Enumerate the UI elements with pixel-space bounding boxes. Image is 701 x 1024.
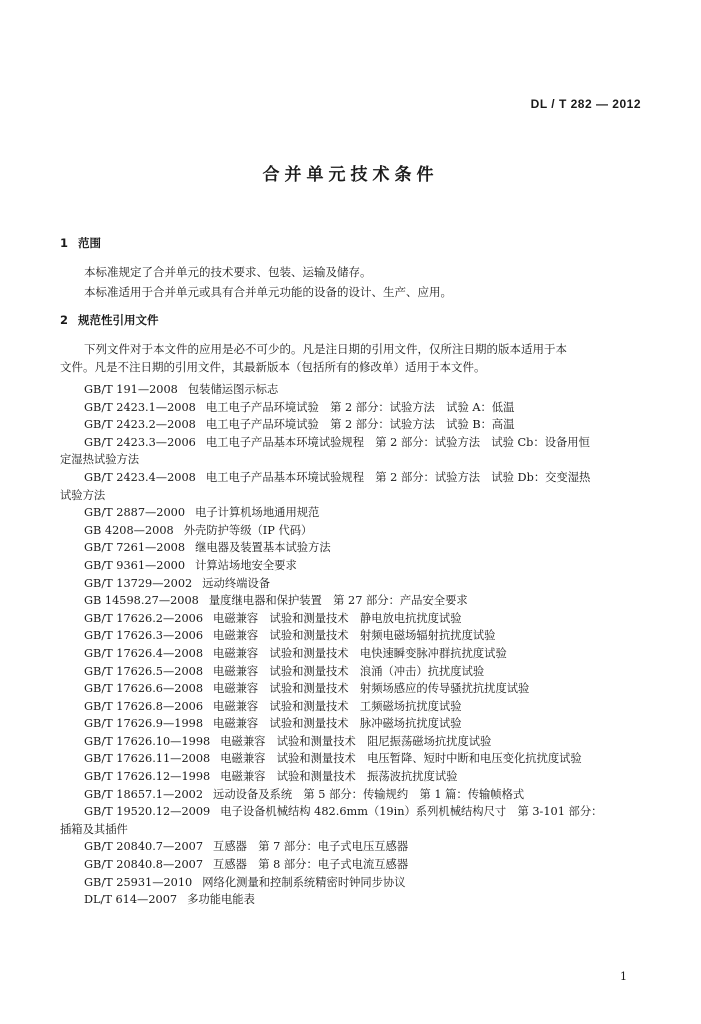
- reference-item: [84, 416, 644, 434]
- reference-code: GB/T 17626.9—1998: [84, 717, 204, 731]
- reference-title: 电工电子产品环境试验 第 2 部分：试验方法 试验 B：高温: [205, 418, 515, 432]
- reference-title: 电磁兼容 试验和测量技术 浪涌（冲击）抗扰度试验: [213, 664, 485, 678]
- reference-title: 计算站场地安全要求: [195, 558, 297, 572]
- reference-code: GB/T 17626.3—2006: [84, 629, 204, 643]
- reference-item: [84, 381, 644, 399]
- reference-code: GB/T 17626.4—2008: [84, 646, 204, 660]
- reference-title: 电子计算机场地通用规范: [195, 506, 320, 520]
- reference-title: 电磁兼容 试验和测量技术 工频磁场抗扰度试验: [213, 699, 462, 713]
- section-1-paragraph-1: 本标准规定了合并单元的技术要求、包装、运输及储存。: [84, 265, 372, 279]
- reference-code: GB/T 17626.11—2008: [84, 752, 211, 766]
- reference-title: 远动终端设备: [202, 576, 271, 590]
- reference-title: 电磁兼容 试验和测量技术 电快速瞬变脉冲群抗扰度试验: [213, 646, 507, 660]
- reference-title: 电磁兼容 试验和测量技术 振荡波抗扰度试验: [220, 770, 458, 784]
- reference-item: [84, 627, 644, 645]
- reference-code: GB/T 18657.1—2002: [84, 787, 204, 801]
- section-1-title: 范围: [78, 236, 101, 250]
- reference-title: 电工电子产品环境试验 第 2 部分：试验方法 试验 A：低温: [205, 400, 515, 414]
- reference-item: [84, 575, 644, 593]
- reference-title: 互感器 第 8 部分：电子式电流互感器: [213, 858, 409, 872]
- reference-item: [84, 680, 644, 698]
- reference-code: DL/T 614—2007: [84, 893, 178, 907]
- reference-item: [84, 645, 644, 663]
- reference-item: [84, 786, 644, 804]
- reference-code: GB/T 17626.8—2006: [84, 699, 204, 713]
- reference-title: 电磁兼容 试验和测量技术 脉冲磁场抗扰度试验: [213, 717, 462, 731]
- reference-item: [84, 750, 644, 768]
- section-2-heading: [60, 313, 159, 327]
- reference-code: GB 14598.27—2008: [84, 594, 199, 608]
- reference-code: GB/T 2423.1—2008: [84, 400, 196, 414]
- reference-code: GB/T 25931—2010: [84, 875, 193, 889]
- reference-item: [84, 891, 644, 909]
- reference-title: 网络化测量和控制系统精密时钟同步协议: [202, 875, 406, 889]
- section-2-intro-line-2: 文件。凡是不注日期的引用文件，其最新版本（包括所有的修改单）适用于本文件。: [60, 360, 486, 374]
- reference-item: [84, 399, 644, 417]
- section-2-number: 2: [60, 313, 69, 327]
- reference-code: GB/T 2423.2—2008: [84, 418, 196, 432]
- reference-title: 互感器 第 7 部分：电子式电压互感器: [213, 840, 409, 854]
- section-1-paragraph-2: 本标准适用于合并单元或具有合并单元功能的设备的设计、生产、应用。: [84, 285, 452, 299]
- reference-code: GB/T 17626.12—1998: [84, 770, 211, 784]
- reference-item: [84, 715, 644, 733]
- reference-title: 量度继电器和保护装置 第 27 部分：产品安全要求: [208, 594, 468, 608]
- reference-item: [84, 663, 644, 681]
- reference-title: 电工电子产品基本环境试验规程 第 2 部分：试验方法 试验 Cb：设备用恒: [205, 435, 590, 449]
- reference-title: 电工电子产品基本环境试验规程 第 2 部分：试验方法 试验 Db：交变湿热: [205, 470, 591, 484]
- reference-code: GB/T 17626.5—2008: [84, 664, 204, 678]
- page-number: 1: [620, 970, 627, 983]
- reference-item: [84, 610, 644, 628]
- reference-title: 电子设备机械结构 482.6mm（19in）系列机械结构尺寸 第 3-101 部分：: [220, 805, 603, 819]
- reference-item: [84, 592, 644, 610]
- reference-title: 多功能电能表: [187, 893, 255, 907]
- reference-title: 电磁兼容 试验和测量技术 射频电磁场辐射抗扰度试验: [213, 629, 496, 643]
- reference-item: [84, 733, 644, 751]
- reference-code: GB/T 2423.4—2008: [84, 470, 196, 484]
- reference-code: GB/T 2423.3—2006: [84, 435, 196, 449]
- document-title: 合并单元技术条件: [262, 165, 439, 185]
- reference-code: GB/T 191—2008: [84, 383, 178, 396]
- reference-code: GB/T 17626.2—2006: [84, 611, 204, 625]
- reference-code: GB/T 19520.12—2009: [84, 805, 211, 819]
- reference-code: GB/T 9361—2000: [84, 558, 186, 572]
- reference-code: GB/T 2887—2000: [84, 506, 186, 520]
- reference-title-continuation: 插箱及其插件: [60, 822, 128, 836]
- reference-code: GB/T 17626.6—2008: [84, 682, 204, 696]
- reference-item: [84, 557, 644, 575]
- reference-code: GB/T 7261—2008: [84, 541, 186, 555]
- reference-item: [84, 539, 644, 557]
- reference-item: [60, 434, 644, 469]
- reference-item: [84, 522, 644, 540]
- reference-list: [60, 381, 644, 909]
- reference-item: [84, 838, 644, 856]
- reference-item: [60, 803, 644, 838]
- reference-title: 继电器及装置基本试验方法: [195, 541, 331, 555]
- section-2-intro-line-1: 下列文件对于本文件的应用是必不可少的。凡是注日期的引用文件，仅所注日期的版本适用于本: [84, 342, 567, 356]
- reference-item: [84, 856, 644, 874]
- reference-item: [60, 469, 644, 504]
- reference-item: [84, 768, 644, 786]
- reference-title: 外壳防护等级（IP 代码）: [183, 523, 313, 537]
- reference-code: GB/T 13729—2002: [84, 576, 193, 590]
- section-1-heading: [60, 236, 101, 250]
- reference-title: 电磁兼容 试验和测量技术 阻尼振荡磁场抗扰度试验: [220, 734, 492, 748]
- reference-title-continuation: 试验方法: [60, 488, 106, 502]
- reference-code: GB/T 20840.8—2007: [84, 858, 204, 872]
- reference-title: 电磁兼容 试验和测量技术 射频场感应的传导骚扰抗扰度试验: [213, 682, 530, 696]
- standard-code: DL / T 282 — 2012: [530, 97, 641, 111]
- reference-code: GB/T 20840.7—2007: [84, 840, 204, 854]
- reference-code: GB/T 17626.10—1998: [84, 734, 211, 748]
- reference-title: 电磁兼容 试验和测量技术 电压暂降、短时中断和电压变化抗扰度试验: [220, 752, 582, 766]
- section-1-number: 1: [60, 236, 69, 250]
- section-2-title: 规范性引用文件: [78, 313, 159, 327]
- reference-item: [84, 874, 644, 892]
- reference-code: GB 4208—2008: [84, 523, 174, 537]
- reference-title: 包装储运图示标志: [187, 383, 279, 396]
- reference-item: [84, 698, 644, 716]
- reference-title-continuation: 定湿热试验方法: [60, 453, 140, 467]
- reference-title: 电磁兼容 试验和测量技术 静电放电抗扰度试验: [213, 611, 462, 625]
- reference-item: [84, 504, 644, 522]
- reference-title: 远动设备及系统 第 5 部分：传输规约 第 1 篇：传输帧格式: [213, 787, 525, 801]
